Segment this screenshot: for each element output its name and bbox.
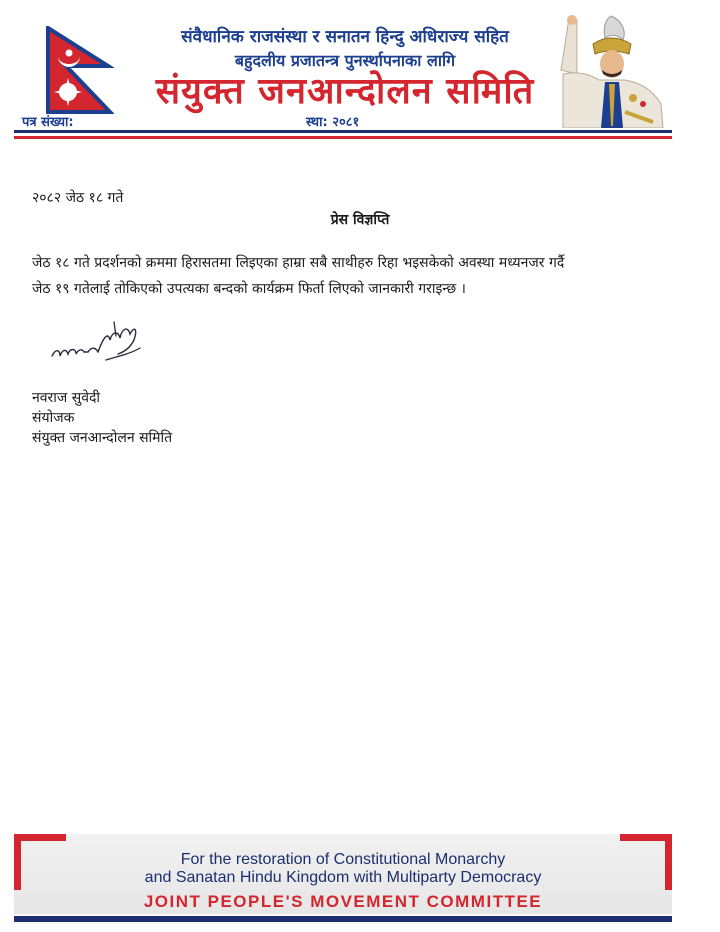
nepal-flag-icon [46,26,114,114]
header-rule-navy [14,130,672,133]
letter-subject: प्रेस विज्ञप्ति [330,212,390,228]
letter-body [32,250,692,302]
signer-block [32,388,172,448]
letterhead [0,0,720,150]
signer-role: संयोजक [32,410,75,426]
footer-rule [14,916,672,922]
letterhead-line2: बहुदलीय प्रजातन्त्र पुनर्स्थापनाका लागि [234,51,456,70]
established-year: स्था: २०८१ [306,115,360,130]
letterhead-title: संयुक्त जनआन्दोलन समिति [155,71,535,112]
header-rule-red [14,136,672,139]
footer-tagline-line1: For the restoration of Constitutional Monarchy [180,851,506,868]
footer-tagline-line2: and Sanatan Hindu Kingdom with Multiparty Democracy [144,869,542,886]
signer-organization: संयुक्त जनआन्दोलन समिति [32,430,173,446]
footer-title: JOINT PEOPLE'S MOVEMENT COMMITTEE [143,892,543,911]
signature-icon [48,318,144,370]
letter-body-line: जेठ १९ गतेलाई तोकिएको उपत्यका बन्दको कार्यक्रम फिर्ता लिएको जानकारी गराइन्छ । [32,281,466,297]
letter-body-line: जेठ १८ गते प्रदर्शनको क्रममा हिरासतमा लिइएका हाम्रा सबै साथीहरु रिहा भइसकेको अवस्था मध्यनजर गर्दै [32,255,565,271]
letterhead-line1: संवैधानिक राजसंस्था र सनातन हिन्दु अधिराज्य सहित [181,27,509,47]
reference-number-label: पत्र संख्या: [22,115,74,130]
signer-name: नवराज सुवेदी [32,390,101,406]
letter-date: २०८२ जेठ १८ गते [32,190,124,206]
king-portrait-icon [553,14,665,128]
